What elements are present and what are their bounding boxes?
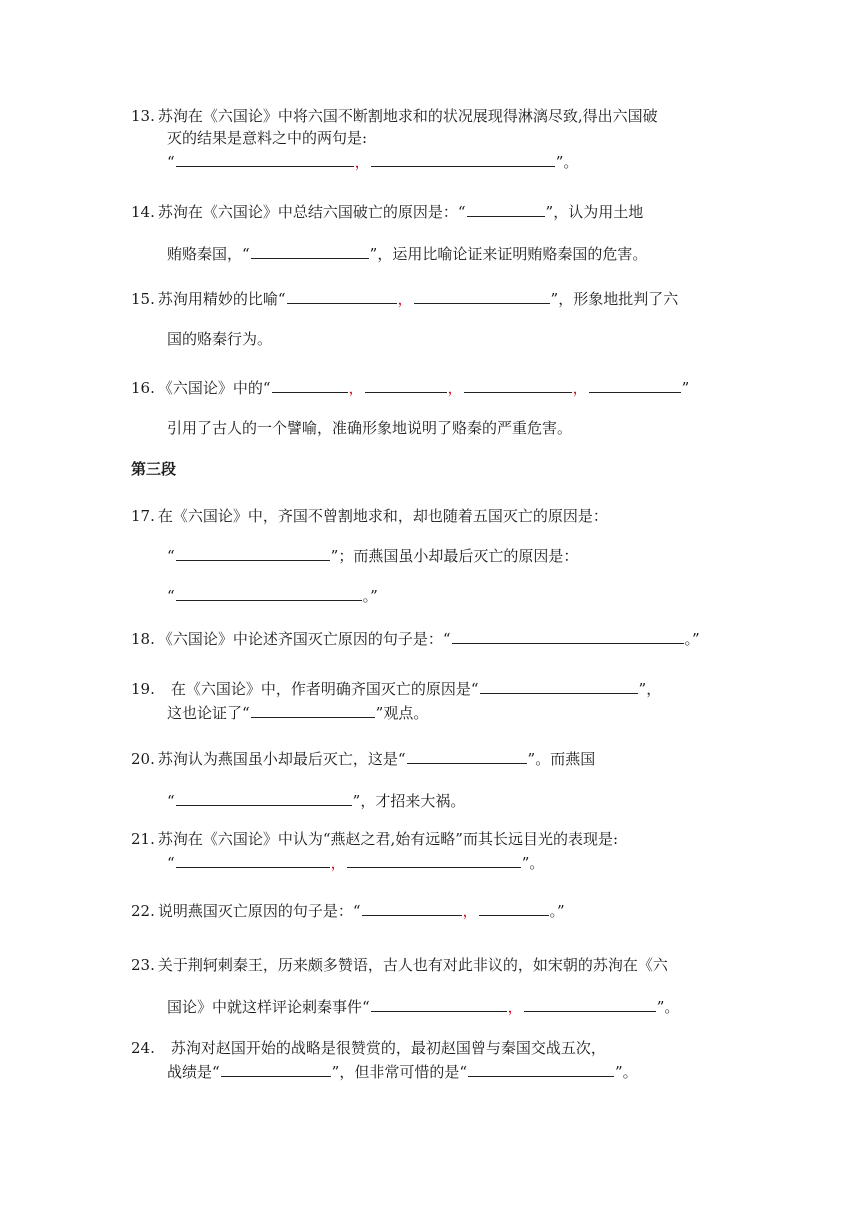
answer-blank[interactable] — [479, 898, 549, 916]
question-text: 战绩是“ — [167, 1063, 220, 1081]
question-text: 关于荆轲刺秦王，历来颇多赞语，古人也有对此非议的，如宋朝的苏洵在《六 — [157, 956, 668, 974]
close-quote: ”。 — [555, 153, 579, 171]
question-text: 国的赂秦行为。 — [167, 330, 273, 348]
question-14 — [131, 199, 731, 265]
question-13 — [131, 105, 731, 173]
question-text: ”观点。 — [375, 704, 429, 722]
question-17 — [131, 505, 731, 607]
question-line — [131, 1059, 731, 1083]
separator: ， — [354, 153, 370, 171]
question-text: 苏洵在《六国论》中总结六国破亡的原因是：“ — [157, 203, 466, 221]
question-16 — [131, 375, 731, 439]
question-number: 19. — [131, 680, 155, 698]
question-line — [131, 850, 731, 874]
question-line — [131, 286, 731, 310]
question-text: 灭的结果是意料之中的两句是: — [167, 129, 368, 147]
question-number: 22. — [131, 902, 155, 920]
answer-blank[interactable] — [272, 375, 348, 393]
question-text: ”，形象地批判了六 — [550, 290, 679, 308]
question-line — [131, 127, 731, 149]
question-number: 21. — [131, 830, 155, 848]
question-text: 苏洵在《六国论》中将六国不断割地求和的状况展现得淋漓尽致,得出六国破 — [157, 107, 658, 125]
question-20 — [131, 746, 731, 812]
question-number: 16. — [131, 379, 155, 397]
question-text: 在《六国论》中，作者明确齐国灭亡的原因是“ — [170, 680, 479, 698]
close-quote: ”。 — [656, 998, 680, 1016]
question-text: ”，认为用土地 — [545, 203, 644, 221]
question-line — [131, 583, 731, 607]
question-text: 苏洵在《六国论》中认为“燕赵之君,始有远略”而其长远目光的表现是: — [157, 830, 619, 848]
close-quote: ”。 — [615, 1063, 638, 1081]
question-line — [131, 788, 731, 812]
answer-blank[interactable] — [407, 746, 527, 764]
answer-blank[interactable] — [452, 626, 684, 644]
question-text: ”；而燕国虽小却最后灭亡的原因是： — [330, 547, 579, 565]
answer-blank[interactable] — [589, 375, 681, 393]
separator: ， — [348, 379, 364, 397]
question-line — [131, 375, 731, 399]
answer-blank[interactable] — [468, 1059, 614, 1077]
question-line — [131, 543, 731, 567]
question-text: 说明燕国灭亡原因的句子是：“ — [157, 902, 361, 920]
answer-blank[interactable] — [414, 286, 550, 304]
answer-blank[interactable] — [176, 583, 362, 601]
question-line — [131, 746, 731, 770]
question-text: ” — [681, 379, 690, 397]
question-number: 13. — [131, 107, 155, 125]
question-number: 24. — [131, 1039, 155, 1057]
question-line — [131, 1037, 731, 1059]
question-text: ”。而燕国 — [527, 750, 596, 768]
separator: ， — [572, 379, 588, 397]
question-text: ”，但非常可惜的是“ — [331, 1063, 468, 1081]
question-text: 贿赂秦国，“ — [167, 245, 250, 263]
answer-blank[interactable] — [371, 149, 555, 167]
separator: ， — [447, 379, 463, 397]
question-24 — [131, 1037, 731, 1083]
separator: ， — [462, 902, 478, 920]
answer-blank[interactable] — [467, 199, 545, 217]
question-line — [131, 994, 731, 1018]
separator: ， — [330, 854, 346, 872]
answer-blank[interactable] — [347, 850, 521, 868]
open-quote: “ — [167, 792, 175, 810]
question-number: 18. — [131, 630, 155, 648]
answer-blank[interactable] — [362, 898, 462, 916]
question-number: 14. — [131, 203, 155, 221]
answer-blank[interactable] — [524, 994, 656, 1012]
question-15 — [131, 286, 731, 350]
question-text: ”，才招来大祸。 — [352, 792, 466, 810]
question-number: 20. — [131, 750, 155, 768]
question-line — [131, 676, 731, 700]
open-quote: “ — [167, 153, 175, 171]
question-text: 在《六国论》中，齐国不曾割地求和，却也随着五国灭亡的原因是： — [157, 507, 608, 525]
question-text: 这也论证了“ — [167, 704, 250, 722]
question-number: 15. — [131, 290, 155, 308]
question-text: 引用了古人的一个譬喻，准确形象地说明了赂秦的严重危害。 — [167, 419, 573, 437]
question-line — [131, 199, 731, 223]
section-title: 第三段 — [131, 460, 177, 478]
question-line — [131, 105, 731, 127]
open-quote: “ — [167, 854, 175, 872]
question-number: 17. — [131, 507, 155, 525]
close-quote: 。” — [362, 587, 378, 605]
open-quote: “ — [167, 547, 175, 565]
answer-blank[interactable] — [365, 375, 447, 393]
question-19 — [131, 676, 731, 724]
question-line — [131, 626, 731, 650]
close-quote: 。” — [549, 902, 565, 920]
answer-blank[interactable] — [176, 543, 330, 561]
answer-blank[interactable] — [251, 241, 369, 259]
question-text: ”，运用比喻论证来证明贿赂秦国的危害。 — [369, 245, 648, 263]
separator: ， — [397, 290, 413, 308]
question-line — [131, 241, 731, 265]
question-21 — [131, 828, 731, 874]
question-line — [131, 828, 731, 850]
question-23 — [131, 954, 731, 1018]
question-text: 苏洵对赵国开始的战略是很赞赏的，最初赵国曾与秦国交战五次， — [170, 1039, 606, 1057]
question-line — [131, 505, 731, 527]
question-text: ”， — [638, 680, 662, 698]
question-number: 23. — [131, 956, 155, 974]
separator: ， — [507, 998, 523, 1016]
question-line — [131, 954, 731, 976]
answer-blank[interactable] — [480, 676, 638, 694]
answer-blank[interactable] — [176, 850, 330, 868]
question-line — [131, 417, 731, 439]
question-text: 《六国论》中的“ — [157, 379, 271, 397]
answer-blank[interactable] — [176, 149, 354, 167]
close-quote: 。” — [684, 630, 700, 648]
question-text: 国论》中就这样评论刺秦事件“ — [167, 998, 370, 1016]
open-quote: “ — [167, 587, 175, 605]
answer-blank[interactable] — [176, 788, 352, 806]
close-quote: ”。 — [521, 854, 545, 872]
question-line — [131, 328, 731, 350]
question-text: 苏洵认为燕国虽小却最后灭亡，这是“ — [157, 750, 406, 768]
answer-blank[interactable] — [371, 994, 507, 1012]
question-text: 《六国论》中论述齐国灭亡原因的句子是：“ — [157, 630, 451, 648]
answer-line — [131, 149, 731, 173]
answer-blank[interactable] — [251, 700, 375, 718]
question-18 — [131, 626, 731, 650]
answer-blank[interactable] — [287, 286, 397, 304]
question-line — [131, 898, 731, 922]
question-line — [131, 700, 731, 724]
answer-blank[interactable] — [464, 375, 572, 393]
answer-blank[interactable] — [221, 1059, 331, 1077]
question-22 — [131, 898, 731, 922]
question-text: 苏洵用精妙的比喻“ — [157, 290, 286, 308]
